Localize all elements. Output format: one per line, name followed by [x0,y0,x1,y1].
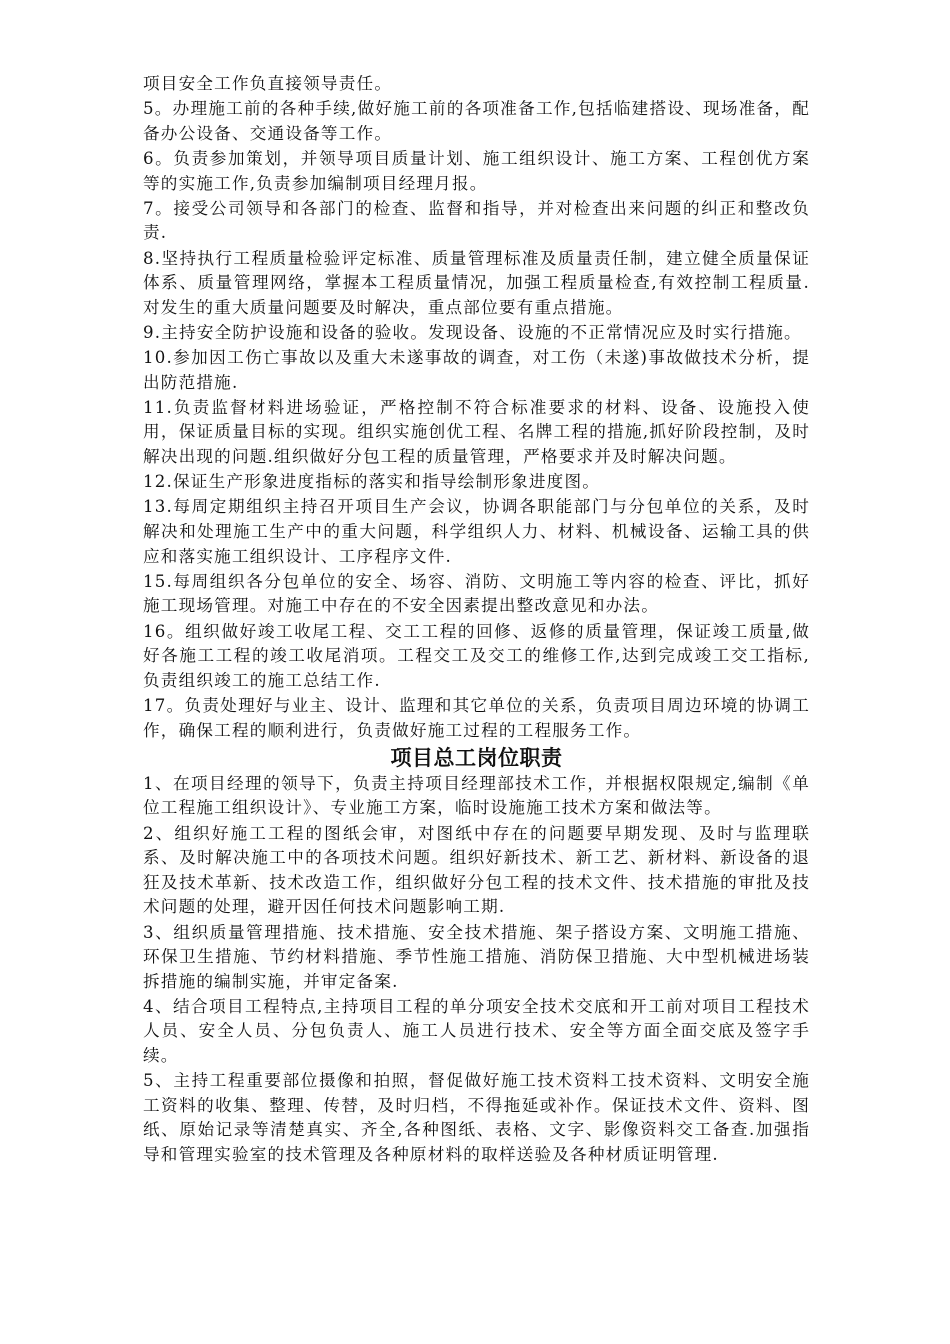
paragraph-item-7: 7。接受公司领导和各部门的检查、监督和指导，并对检查出来问题的纠正和整改负责. [143,198,810,243]
paragraph-item-16: 16。组织做好竣工收尾工程、交工工程的回修、返修的质量管理，保证竣工质量,做好各施工工程的竣工收尾消项。工程交工及交工的维修工作,达到完成竣工交工指标,负责组织竣工的施工总结工作. [143,621,810,690]
paragraph-item-15: 15.每周组织各分包单位的安全、场容、消防、文明施工等内容的检查、评比，抓好施工现场管理。对施工中存在的不安全因素提出整改意见和办法。 [143,571,810,616]
paragraph-chief-4: 4、结合项目工程特点,主持项目工程的单分项安全技术交底和开工前对项目工程技术人员、安全人员、分包负责人、施工人员进行技术、安全等方面全面交底及签字手续。 [143,996,810,1066]
paragraph-item-8: 8.坚持执行工程质量检验评定标准、质量管理标准及质量责任制，建立健全质量保证体系、质量管理网络，掌握本工程质量情况，加强工程质量检查,有效控制工程质量.对发生的重大质量问题要及时解决，重点部位要有重点措施。 [143,248,810,317]
section-title: 项目总工岗位职责 [390,745,563,770]
duties-list-top [143,72,810,743]
document-page [143,72,810,1168]
paragraph-item-6: 6。负责参加策划，并领导项目质量计划、施工组织设计、施工方案、工程创优方案等的实施工作,负责参加编制项目经理月报。 [143,148,810,193]
paragraph-item-17: 17。负责处理好与业主、设计、监理和其它单位的关系，负责项目周边环境的协调工作，确保工程的顺利进行，负责做好施工过程的工程服务工作。 [143,695,810,740]
paragraph-item-13: 13.每周定期组织主持召开项目生产会议，协调各职能部门与分包单位的关系，及时解决和处理施工生产中的重大问题，科学组织人力、材料、机械设备、运输工具的供应和落实施工组织设计、工序程序文件. [143,497,810,566]
duties-list-bottom [143,772,810,1168]
paragraph-chief-5: 5、主持工程重要部位摄像和拍照，督促做好施工技术资料工技术资料、文明安全施工资料的收集、整理、传替，及时归档，不得拖延或补作。保证技术文件、资料、图纸、原始记录等清楚真实、齐全,各种图纸、表格、文字、影像资料交工备查.加强指导和管理实验室的技术管理及各种原材料的取样送验及各种材质证明管理. [143,1071,810,1165]
paragraph-chief-1: 1、在项目经理的领导下，负责主持项目经理部技术工作，并根据权限规定,编制《单位工程施工组织设计》、专业施工方案，临时设施施工技术方案和做法等。 [143,773,810,818]
paragraph-item-10: 10.参加因工伤亡事故以及重大未遂事故的调查，对工伤（未遂)事故做技术分析，提出防范措施. [143,348,810,392]
paragraph-chief-2: 2、组织好施工工程的图纸会审，对图纸中存在的问题要早期发现、及时与监理联系、及时解决施工中的各项技术问题。组织好新技术、新工艺、新材料、新设备的退狂及技术革新、技术改造工作，组织做好分包工程的技术文件、技术措施的审批及技术问题的处理，避开因任何技术问题影响工期. [143,823,810,917]
paragraph-item-9: 9.主持安全防护设施和设备的验收。发现设备、设施的不正常情况应及时实行措施。 [143,322,802,342]
paragraph-item-12: 12.保证生产形象进度指标的落实和指导绘制形象进度图。 [143,472,601,492]
paragraph-chief-3: 3、组织质量管理措施、技术措施、安全技术措施、架子搭设方案、文明施工措施、环保卫生措施、节约材料措施、季节性施工措施、消防保卫措施、大中型机械进场装拆措施的编制实施，并审定备案. [143,922,810,991]
paragraph-item-11: 11.负责监督材料进场验证，严格控制不符合标准要求的材料、设备、设施投入使用，保证质量目标的实现。组织实施创优工程、名牌工程的措施,抓好阶段控制，及时解决出现的问题.组织做好分包工程的质量管理，严格要求并及时解决问题。 [143,397,810,467]
paragraph-intro: 项目安全工作负直接领导责任。 [143,74,393,93]
paragraph-item-5: 5。办理施工前的各种手续,做好施工前的各项准备工作,包括临建搭设、现场准备，配备办公设备、交通设备等工作。 [143,99,810,143]
